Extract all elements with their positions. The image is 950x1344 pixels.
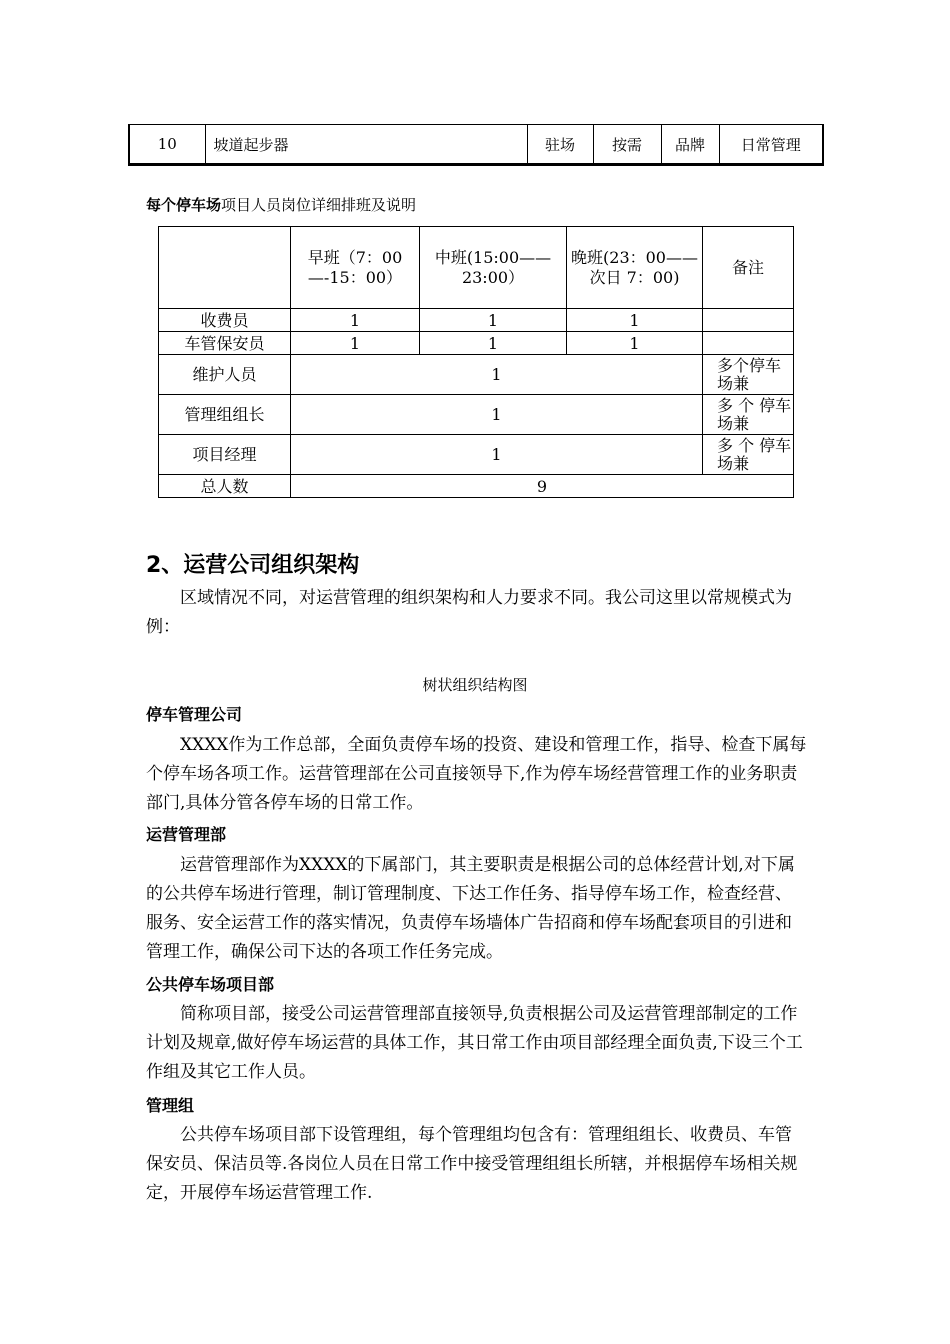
late-cell: 1: [567, 332, 703, 355]
section-text: 运营管理部作为XXXX的下属部门，其主要职责是根据公司的总体经营计划,对下属的公共停车场进行管理，制订管理制度、下达工作任务、指导停车场工作，检查经营、服务、安全运营工作的落实情况，负责停车场墙体广告招商和停车场配套项目的引进和管理工作，确保公司下达的各项工作任务完成。: [146, 855, 795, 962]
section-title: 2、运营公司组织架构: [146, 553, 360, 578]
section-body: [146, 1000, 808, 1087]
total-row: [159, 475, 794, 498]
header-late: 晚班(23：00——次日 7：00): [567, 227, 703, 309]
section-text: XXXX作为工作总部，全面负责停车场的投资、建设和管理工作，指导、检查下属每个停车场各项工作。运营管理部在公司直接领导下,作为停车场经营管理工作的业务职责部门,具体分管各停车场的日常工作。: [146, 735, 807, 813]
table-row: [159, 395, 794, 435]
early-cell: 1: [291, 309, 420, 332]
role-cell: 项目经理: [159, 435, 291, 475]
header-blank: [159, 227, 291, 309]
equipment-location: 驻场: [527, 125, 593, 165]
table-row: [159, 435, 794, 475]
merged-value-cell: 1: [291, 435, 703, 475]
section-text: 简称项目部，接受公司运营管理部直接领导,负责根据公司及运营管理部制定的工作计划及规章,做好停车场运营的具体工作，其日常工作由项目部经理全面负责,下设三个工作组及其它工作人员。: [146, 1004, 803, 1082]
table-row: [159, 355, 794, 395]
section-body: [146, 851, 808, 967]
total-value: 9: [291, 475, 794, 498]
note-cell: [703, 332, 794, 355]
equipment-usage: 日常管理: [719, 125, 823, 165]
role-cell: 管理组组长: [159, 395, 291, 435]
shift-table: [158, 226, 794, 498]
header-early: 早班（7：00—-15：00）: [291, 227, 420, 309]
equipment-table: [128, 124, 824, 166]
middle-cell: 1: [420, 309, 567, 332]
table-caption-bold: 每个停车场: [146, 196, 222, 214]
total-label: 总人数: [159, 475, 291, 498]
role-cell: 维护人员: [159, 355, 291, 395]
intro-paragraph: [146, 584, 808, 642]
role-cell: 车管保安员: [159, 332, 291, 355]
org-chart-caption: 树状组织结构图: [422, 676, 528, 694]
equipment-spec: 品牌: [661, 125, 719, 165]
table-row: [129, 125, 823, 165]
middle-cell: 1: [420, 332, 567, 355]
merged-value-cell: 1: [291, 395, 703, 435]
equipment-quantity: 按需: [593, 125, 661, 165]
note-cell: 多 个 停车场兼: [703, 435, 794, 475]
section-heading: 公共停车场项目部: [146, 975, 275, 994]
section-body: [146, 1121, 808, 1208]
note-cell: 多 个 停车场兼: [703, 395, 794, 435]
equipment-name: 坡道起步器: [205, 125, 527, 165]
role-cell: 收费员: [159, 309, 291, 332]
table-row: [159, 332, 794, 355]
equipment-no: 10: [129, 125, 205, 165]
merged-value-cell: 1: [291, 355, 703, 395]
table-caption: [146, 194, 416, 215]
section-body: [146, 731, 808, 818]
table-row: [159, 309, 794, 332]
early-cell: 1: [291, 332, 420, 355]
section-heading: 运营管理部: [146, 825, 227, 844]
table-caption-rest: 项目人员岗位详细排班及说明: [221, 196, 417, 214]
section-text: 公共停车场项目部下设管理组，每个管理组均包含有：管理组组长、收费员、车管保安员、保洁员等.各岗位人员在日常工作中接受管理组组长所辖，并根据停车场相关规定，开展停车场运营管理工作.: [146, 1125, 798, 1203]
header-note: 备注: [703, 227, 794, 309]
section-heading: 管理组: [146, 1096, 195, 1115]
header-middle: 中班(15:00—— 23:00）: [420, 227, 567, 309]
shift-header-row: [159, 227, 794, 309]
note-cell: [703, 309, 794, 332]
note-cell: 多个停车场兼: [703, 355, 794, 395]
section-heading: 停车管理公司: [146, 705, 243, 724]
intro-text: 区域情况不同，对运营管理的组织架构和人力要求不同。我公司这里以常规模式为例：: [146, 588, 792, 637]
late-cell: 1: [567, 309, 703, 332]
